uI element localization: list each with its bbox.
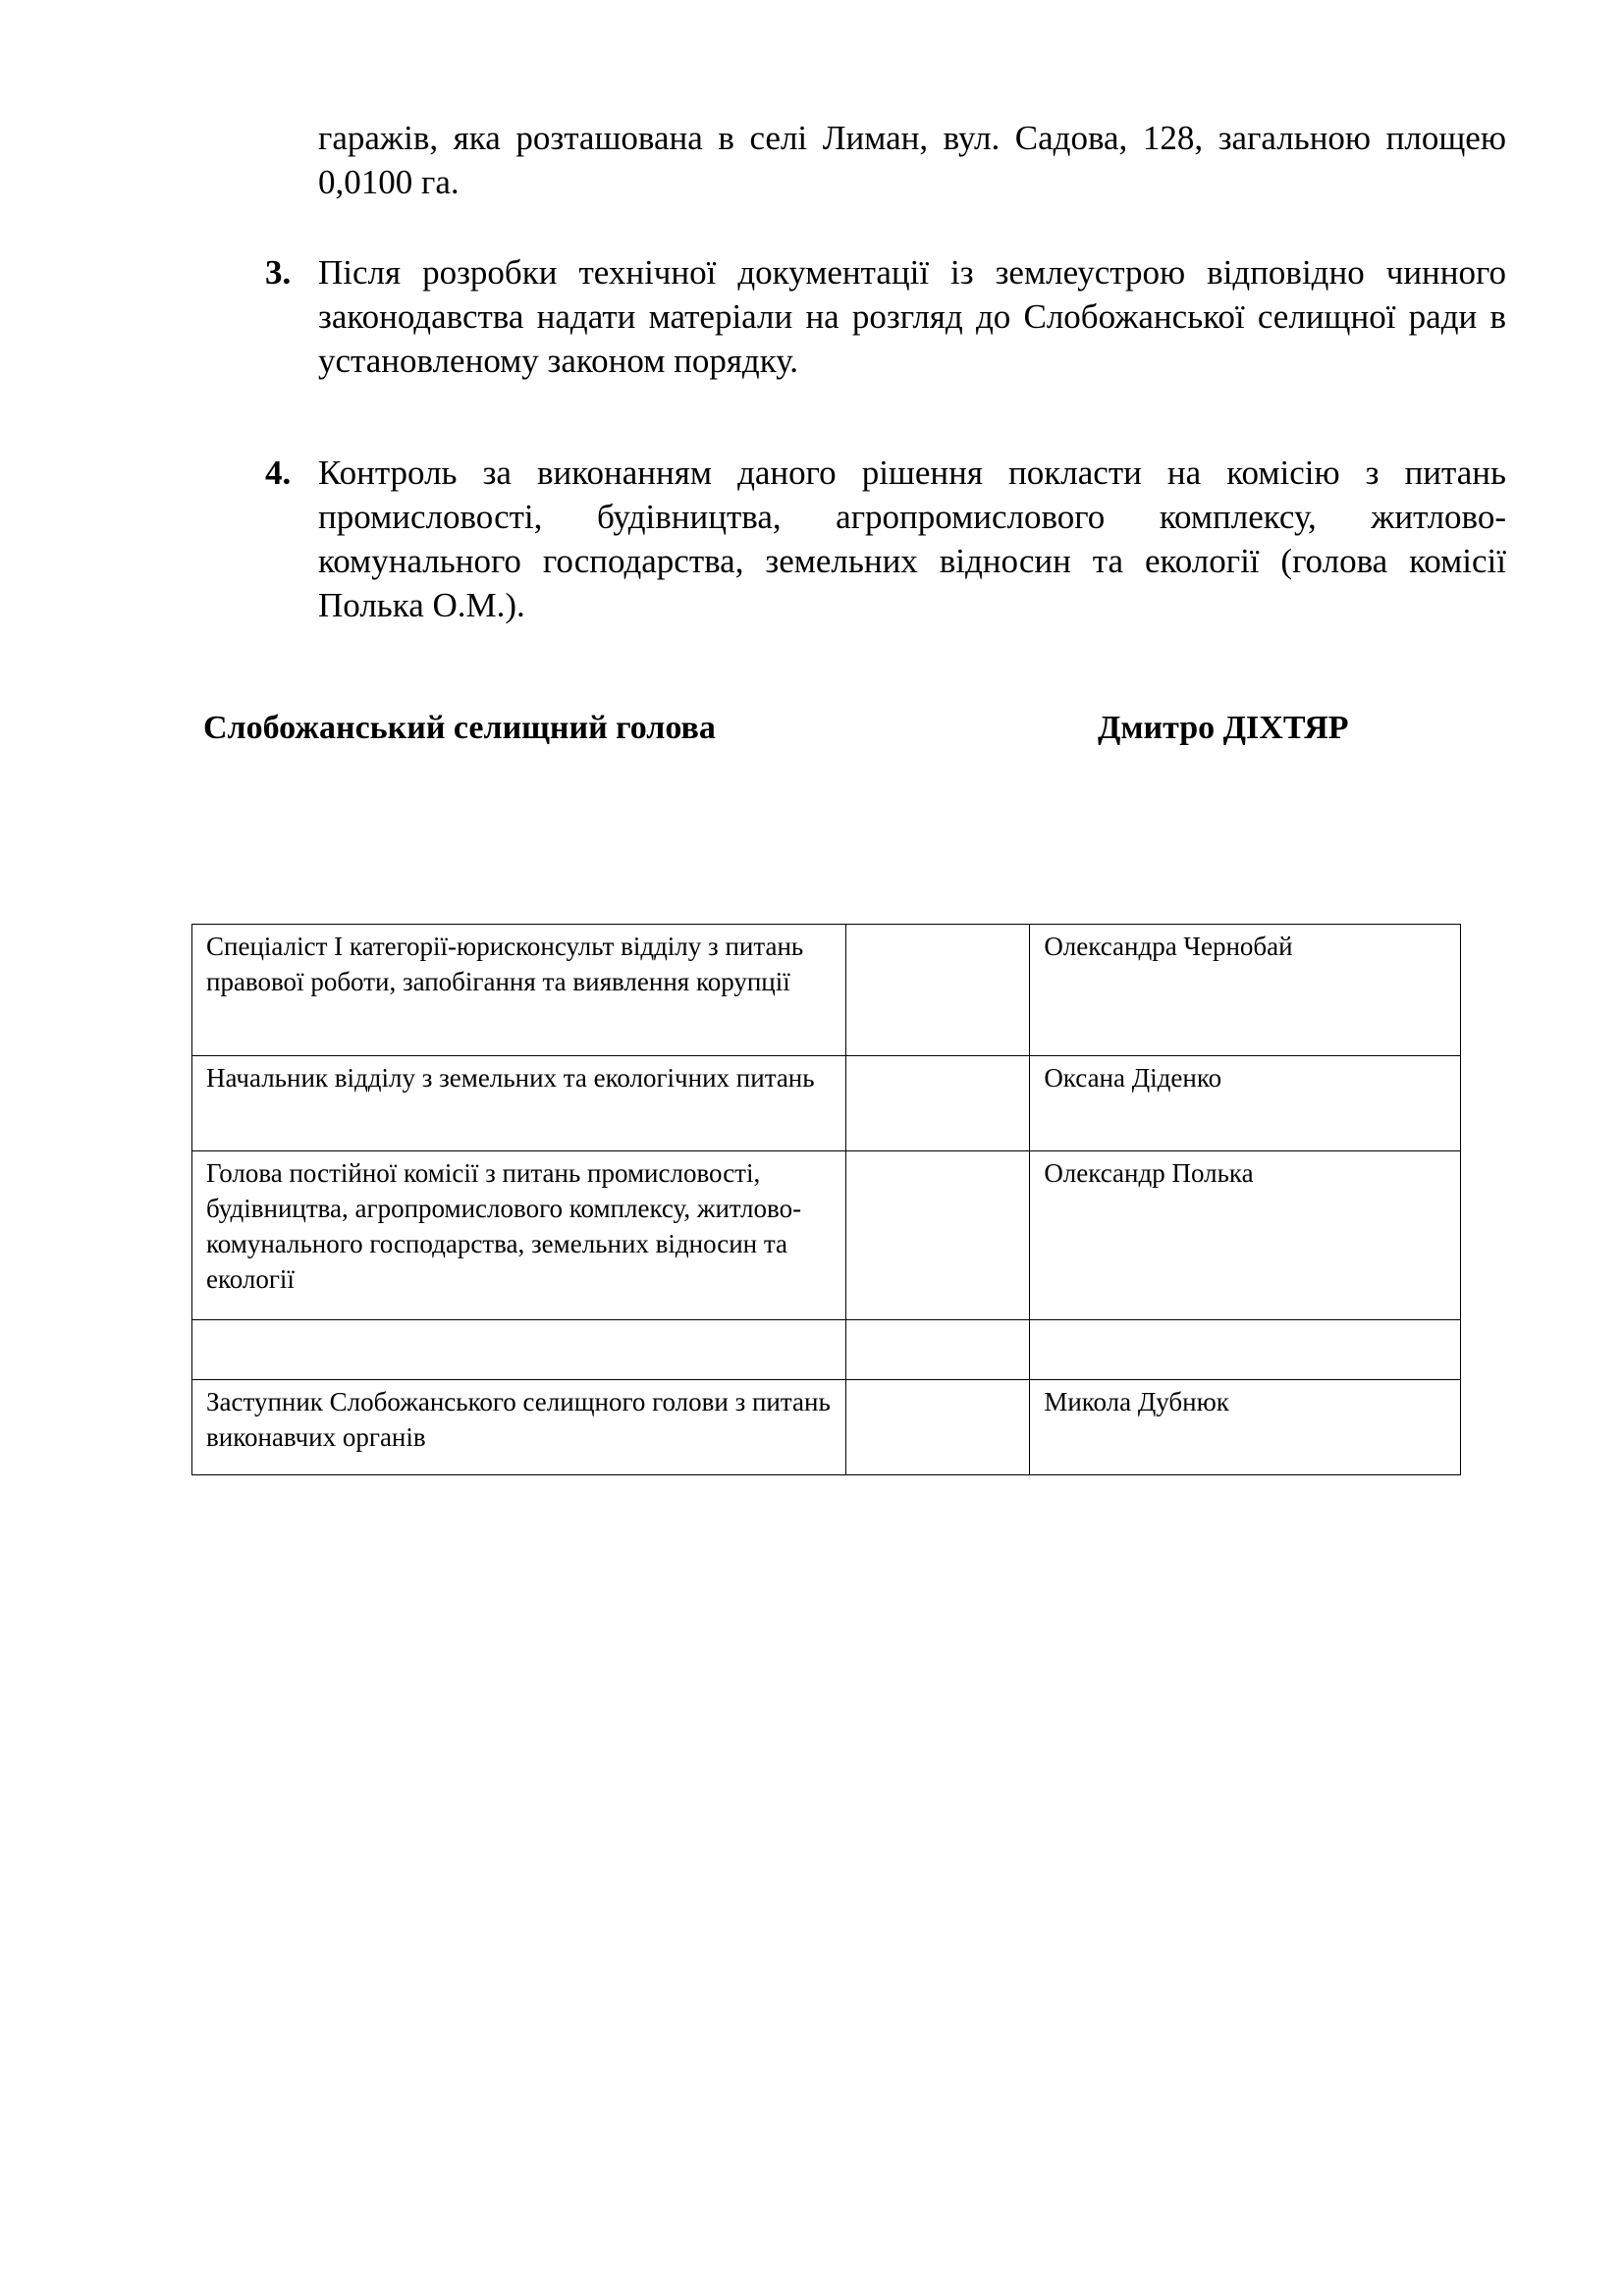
approval-signature-cell bbox=[845, 1380, 1030, 1475]
decision-item-4 bbox=[265, 451, 1506, 627]
approval-position: Начальник відділу з земельних та екологічних питань bbox=[192, 1056, 846, 1151]
approval-row bbox=[192, 1151, 1461, 1320]
approval-name: Олександр Полька bbox=[1030, 1151, 1461, 1320]
item-text: Контроль за виконанням даного рішення покласти на комісію з питань промисловості, будівництва, агропромислового комплексу, житлово-комунального господарства, земельних відносин та екології (голова комісії Полька О.М.). bbox=[318, 454, 1506, 624]
approval-name: Олександра Чернобай bbox=[1030, 925, 1461, 1056]
signature-name: Дмитро ДІХТЯР bbox=[1098, 710, 1349, 746]
approval-row bbox=[192, 1056, 1461, 1151]
approval-position: Заступник Слобожанського селищного голови з питань виконавчих органів bbox=[192, 1380, 846, 1475]
approval-position: Спеціаліст І категорії-юрисконсульт відділу з питань правової роботи, запобігання та виявлення корупції bbox=[192, 925, 846, 1056]
approval-signature-cell bbox=[845, 1056, 1030, 1151]
approval-position: Голова постійної комісії з питань промисловості, будівництва, агропромислового комплексу, житлово-комунального господарства, земельних відносин та екології bbox=[192, 1151, 846, 1320]
approval-position bbox=[192, 1320, 846, 1380]
approval-signature-cell bbox=[845, 1320, 1030, 1380]
approval-name bbox=[1030, 1320, 1461, 1380]
item-number: 4. bbox=[265, 454, 292, 492]
approval-name: Оксана Діденко bbox=[1030, 1056, 1461, 1151]
approval-row bbox=[192, 925, 1461, 1056]
approval-signature-cell bbox=[845, 925, 1030, 1056]
approval-row bbox=[192, 1380, 1461, 1475]
continuation-paragraph: гаражів, яка розташована в селі Лиман, вул. Садова, 128, загальною площею 0,0100 га. bbox=[318, 119, 1506, 201]
approval-row bbox=[192, 1320, 1461, 1380]
approval-name: Микола Дубнюк bbox=[1030, 1380, 1461, 1475]
decision-item-3 bbox=[265, 250, 1506, 383]
item-number: 3. bbox=[265, 253, 292, 292]
signature-title: Слобожанський селищний голова bbox=[203, 710, 716, 746]
approval-table bbox=[191, 924, 1461, 1475]
item-text: Після розробки технічної документації із землеустрою відповідно чинного законодавства надати матеріали на розгляд до Слобожанської селищної ради в установленому законом порядку. bbox=[318, 253, 1506, 380]
approval-signature-cell bbox=[845, 1151, 1030, 1320]
